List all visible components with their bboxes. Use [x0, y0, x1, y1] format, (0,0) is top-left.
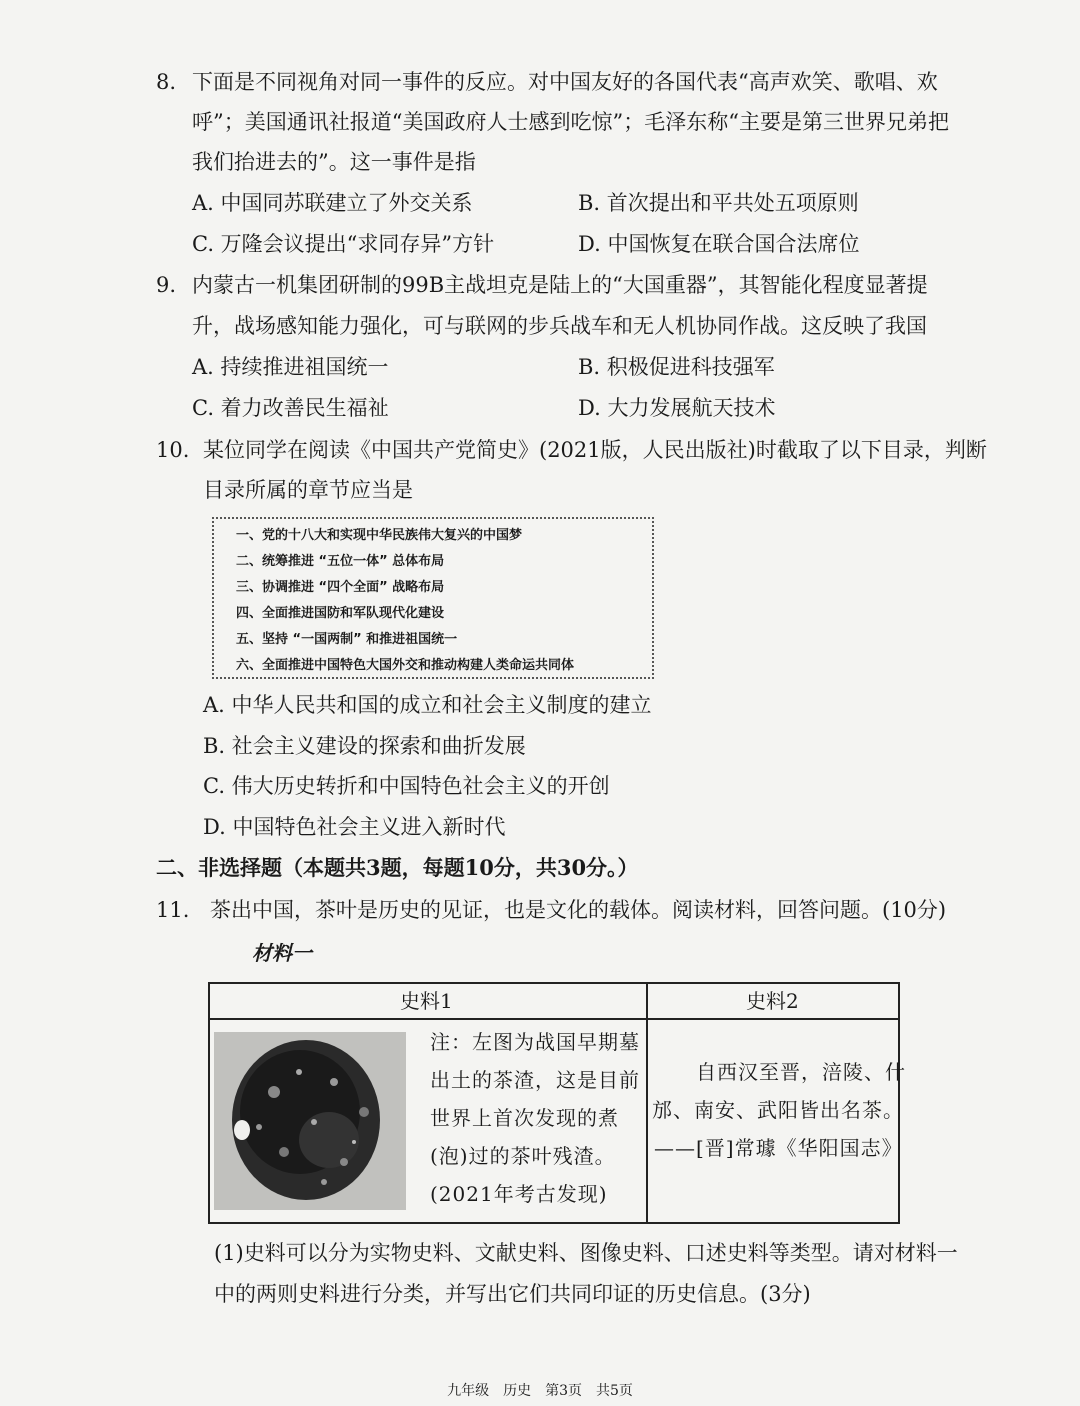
question-8-line-2: 呼”；美国通讯社报道“美国政府人士感到吃惊”；毛泽东称“主要是第三世界兄弟把 — [192, 110, 949, 134]
material-1-title: 材料一 — [252, 941, 312, 965]
question-10-line-1: 某位同学在阅读《中国共产党简史》(2021版，人民出版社)时截取了以下目录，判断 — [203, 438, 987, 462]
material-1-table — [208, 982, 906, 1224]
sub-question-1-line-2: 中的两则史料进行分类，并写出它们共同印证的历史信息。(3分) — [214, 1282, 811, 1306]
section-2-heading: 二、非选择题（本题共3题，每题10分，共30分。） — [156, 855, 639, 880]
sub-question-1-line-1: (1)史料可以分为实物史料、文献史料、图像史料、口述史料等类型。请对材料一 — [214, 1241, 958, 1265]
toc-item-6: 六、全面推进中国特色大国外交和推动构建人类命运共同体 — [236, 658, 575, 673]
question-8-number: 8. — [156, 70, 177, 94]
question-8-option-b: B. 首次提出和平共处五项原则 — [578, 191, 859, 215]
question-11-stem: 茶出中国，茶叶是历史的见证，也是文化的载体。阅读材料，回答问题。(10分) — [210, 898, 947, 922]
question-10-option-b: B. 社会主义建设的探索和曲折发展 — [203, 734, 526, 758]
question-8-line-3: 我们抬进去的”。这一事件是指 — [192, 150, 476, 174]
tea-residue-image — [214, 1032, 406, 1210]
toc-item-2: 二、统筹推进 “五位一体” 总体布局 — [236, 554, 445, 569]
page-footer: 九年级 历史 第3页 共5页 — [447, 1383, 633, 1399]
question-9-number: 9. — [156, 273, 177, 297]
note-line-1: 注：左图为战国早期墓 — [430, 1030, 640, 1054]
question-9-line-1: 内蒙古一机集团研制的99B主战坦克是陆上的“大国重器”，其智能化程度显著提 — [192, 273, 928, 297]
question-9-option-c: C. 着力改善民生福祉 — [192, 396, 389, 420]
question-8-option-a: A. 中国同苏联建立了外交关系 — [192, 191, 473, 215]
question-8-line-1: 下面是不同视角对同一事件的反应。对中国友好的各国代表“高声欢笑、歌唱、欢 — [192, 70, 938, 94]
question-10-option-c: C. 伟大历史转折和中国特色社会主义的开创 — [203, 774, 610, 798]
toc-item-5: 五、坚持 “一国两制” 和推进祖国统一 — [236, 632, 458, 647]
toc-item-3: 三、协调推进 “四个全面” 战略布局 — [236, 580, 445, 595]
note-line-5: (2021年考古发现) — [430, 1182, 608, 1206]
question-8-option-c: C. 万隆会议提出“求同存异”方针 — [192, 232, 495, 256]
note-line-4: (泡)过的茶叶残渣。 — [430, 1144, 616, 1168]
note-line-2: 出土的茶渣，这是目前 — [430, 1068, 640, 1092]
question-10-option-d: D. 中国特色社会主义进入新时代 — [203, 815, 506, 839]
question-10-line-2: 目录所属的章节应当是 — [203, 478, 413, 502]
question-9-line-2: 升，战场感知能力强化，可与联网的步兵战车和无人机协同作战。这反映了我国 — [192, 314, 927, 338]
question-8-option-d: D. 中国恢复在联合国合法席位 — [578, 232, 860, 256]
quote-line-2: 邡、南安、武阳皆出名茶。 — [652, 1098, 904, 1122]
toc-item-4: 四、全面推进国防和军队现代化建设 — [236, 606, 445, 621]
table-of-contents-box — [212, 517, 654, 679]
table-column-divider — [646, 984, 648, 1222]
question-10-number: 10. — [156, 438, 190, 462]
question-9-option-b: B. 积极促进科技强军 — [578, 355, 775, 379]
table-header-source-1: 史料1 — [400, 989, 453, 1013]
table-header-source-2: 史料2 — [746, 989, 799, 1013]
question-11-number: 11. — [156, 898, 190, 922]
note-line-3: 世界上首次发现的煮 — [430, 1106, 619, 1130]
tea-residue-photo — [214, 1032, 406, 1210]
question-10-option-a: A. 中华人民共和国的成立和社会主义制度的建立 — [203, 693, 652, 717]
toc-item-1: 一、党的十八大和实现中华民族伟大复兴的中国梦 — [236, 528, 523, 543]
table-header-divider — [210, 1018, 898, 1020]
question-9-option-d: D. 大力发展航天技术 — [578, 396, 776, 420]
question-9-option-a: A. 持续推进祖国统一 — [192, 355, 389, 379]
quote-line-1: 自西汉至晋，涪陵、什 — [696, 1060, 906, 1084]
quote-line-3: ——[晋]常璩《华阳国志》 — [654, 1136, 903, 1160]
